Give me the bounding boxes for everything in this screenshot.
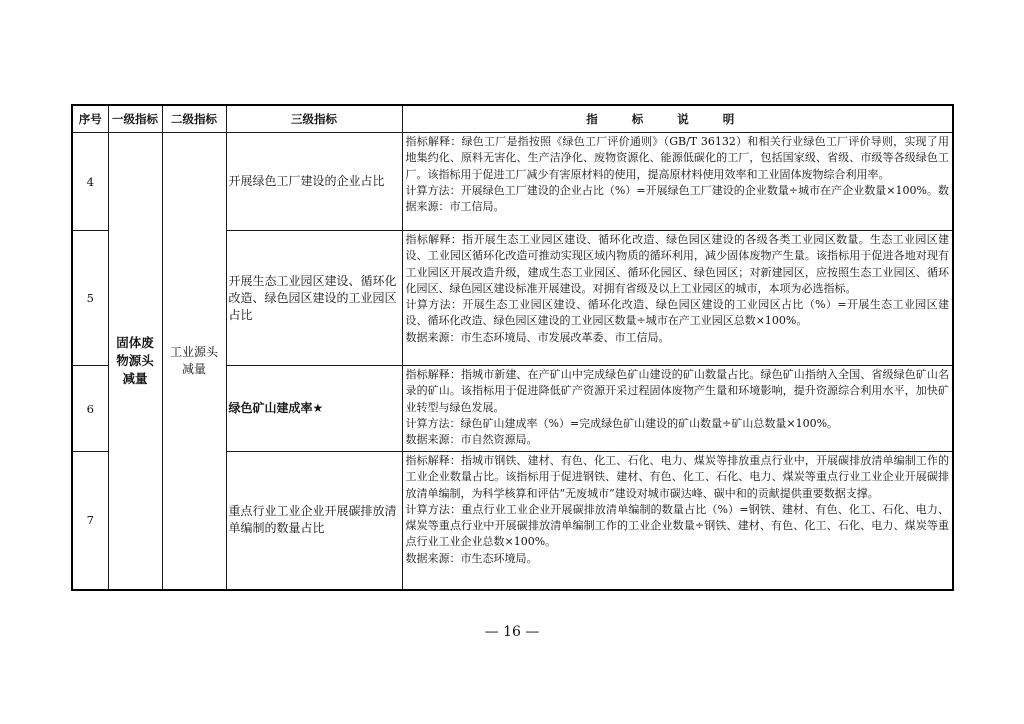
level3-indicator: 开展绿色工厂建设的企业占比 — [226, 133, 402, 231]
level3-indicator: 开展生态工业园区建设、循环化改造、绿色园区建设的工业园区占比 — [226, 231, 402, 366]
level3-indicator: 重点行业工业企业开展碳排放清单编制的数量占比 — [226, 452, 402, 590]
header-level3: 三级指标 — [226, 105, 402, 133]
page-number: — 16 — — [484, 624, 540, 640]
formula-text: 计算方法：重点行业工业企业开展碳排放清单编制的数量占比（%）=钢铁、建材、有色、化工、石化、电力、煤炭等重点行业中开展碳排放清单编制工作的工业企业数量÷钢铁、建材、有色、化工、石化、电力、煤炭等重点行业工业企业总数×100%。 — [405, 502, 949, 549]
explanation-text: 指标解释：绿色工厂是指按照《绿色工厂评价通则》（GB/T 36132）和相关行业绿色工厂评价导则，实现了用地集约化、原料无害化、生产洁净化、废物资源化、能源低碳化的工厂，包括国家级、省级、市级等各级绿色工厂。该指标用于促进工厂减少有害原材料的使用，提高原材料使用效率和工业固体废物综合利用率。 — [405, 135, 949, 181]
table-row — [72, 133, 953, 231]
formula-text: 计算方法：绿色矿山建成率（%）=完成绿色矿山建设的矿山数量÷矿山总数量×100%。 — [405, 416, 839, 430]
formula-text: 计算方法：开展生态工业园区建设、循环化改造、绿色园区建设的工业园区占比（%）=开展生态工业园区建设、循环化改造、绿色园区建设的工业园区数量÷城市在产工业园区总数×100%。 — [405, 298, 949, 328]
indicator-table — [71, 104, 954, 591]
header-level1: 一级指标 — [108, 105, 162, 133]
level1-label: 固体废物源头减量 — [116, 334, 154, 386]
row-number: 4 — [72, 133, 108, 231]
row-number: 6 — [72, 366, 108, 452]
indicator-description — [402, 133, 953, 231]
level2-indicator — [162, 133, 226, 590]
indicator-description — [402, 366, 953, 452]
source-text: 数据来源：市生态环境局、市发展改革委、市工信局。 — [405, 330, 670, 344]
level3-indicator: 绿色矿山建成率★ — [226, 366, 402, 452]
row-number: 7 — [72, 452, 108, 590]
source-text: 数据来源：市自然资源局。 — [405, 433, 538, 447]
explanation-text: 指标解释：指城市新建、在产矿山中完成绿色矿山建设的矿山数量占比。绿色矿山指纳入全国、省级绿色矿山名录的矿山。该指标用于促进降低矿产资源开采过程固体废物产生量和环境影响，提升资源综合利用水平，加快矿业转型与绿色发展。 — [405, 368, 949, 414]
row-number: 5 — [72, 231, 108, 366]
explanation-text: 指标解释：指开展生态工业园区建设、循环化改造、绿色园区建设的各级各类工业园区数量。生态工业园区建设、工业园区循环化改造可推动实现区域内物质的循环利用，减少固体废物产生量。该指标用于促进各地对现有工业园区开展改造升级，建成生态工业园区、循环化园区、绿色园区；对新建园区，应按照生态工业园区、循环化园区、绿色园区建设标准开展建设。对拥有省级及以上工业园区的城市，本项为必选指标。 — [405, 233, 949, 295]
formula-text: 计算方法：开展绿色工厂建设的企业占比（%）=开展绿色工厂建设的企业数量÷城市在产企业数量×100%。数据来源：市工信局。 — [405, 183, 949, 214]
explanation-text: 指标解释：指城市钢铁、建材、有色、化工、石化、电力、煤炭等排放重点行业中，开展碳排放清单编制工作的工业企业数量占比。该指标用于促进钢铁、建材、有色、化工、石化、电力、煤炭等重点行业工业企业开展碳排放清单编制，为科学核算和评估“无废城市”建设对城市碳达峰、碳中和的贡献提供重要数据支撑。 — [405, 454, 949, 500]
header-no: 序号 — [72, 105, 108, 133]
source-text: 数据来源：市生态环境局。 — [405, 551, 538, 565]
level1-indicator — [108, 133, 162, 590]
header-level2: 二级指标 — [162, 105, 226, 133]
header-explanation: 指标说明 — [402, 105, 953, 133]
table-header-row — [72, 105, 953, 133]
level2-label: 工业源头减量 — [169, 344, 218, 376]
indicator-description — [402, 231, 953, 366]
indicator-description — [402, 452, 953, 590]
